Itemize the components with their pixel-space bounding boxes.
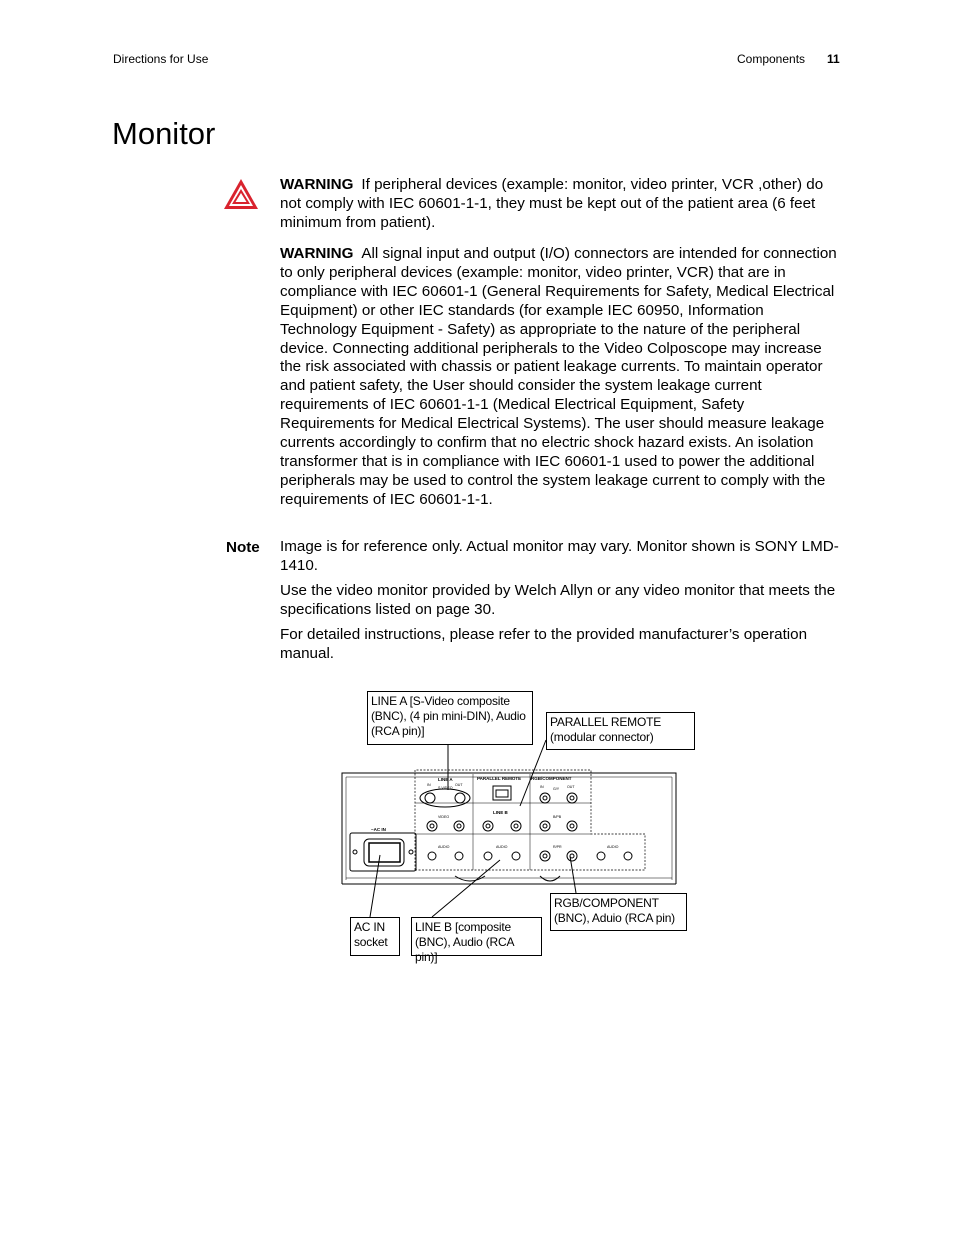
diagram-shape bbox=[346, 777, 672, 880]
panel-label-out: OUT bbox=[455, 783, 463, 787]
callout-parallel-remote: PARALLEL REMOTE (modular connector) bbox=[546, 712, 695, 750]
s-video-out-connector bbox=[455, 793, 465, 803]
callout-line-b: LINE B [composite (BNC), Audio (RCA pin)] bbox=[411, 917, 542, 956]
panel-label-out: OUT bbox=[567, 785, 575, 789]
diagram-shape bbox=[570, 796, 574, 800]
diagram-shape bbox=[540, 793, 550, 803]
diagram-shape bbox=[514, 824, 518, 828]
diagram-shape bbox=[567, 821, 577, 831]
panel-label-r-pr: R/PR bbox=[553, 845, 562, 849]
diagram-shape bbox=[496, 790, 508, 797]
diagram-shape bbox=[371, 776, 619, 849]
diagram-shape bbox=[567, 851, 577, 861]
note-paragraph: Image is for reference only. Actual monitor may vary. Monitor shown is SONY LMD-1410. bbox=[280, 538, 839, 574]
audio-out-connector bbox=[455, 852, 463, 860]
diagram-shape bbox=[486, 824, 490, 828]
video-out-connector bbox=[454, 821, 464, 831]
note-paragraph: For detailed instructions, please refer to the provided manufacturer’s operation manual. bbox=[280, 626, 808, 662]
diagram-shape bbox=[409, 850, 413, 854]
diagram-shape bbox=[624, 852, 632, 860]
panel-label-s-video: S VIDEO bbox=[438, 786, 453, 790]
video-in-connector bbox=[427, 821, 437, 831]
panel-label-line-b: LINE B bbox=[493, 810, 508, 815]
callout-line-a: LINE A [S-Video composite (BNC), (4 pin mini-DIN), Audio (RCA pin)] bbox=[367, 691, 533, 745]
running-header-left: Directions for Use bbox=[113, 52, 209, 66]
running-header-section: Components bbox=[737, 52, 806, 66]
callout-ac-in: AC IN socket bbox=[350, 917, 400, 956]
note-label: Note bbox=[226, 539, 260, 556]
diagram-shape bbox=[369, 843, 400, 862]
monitor-outline bbox=[342, 773, 676, 884]
panel-label-b-pb: B/PB bbox=[553, 815, 562, 819]
panel-label-audio: AUDIO bbox=[607, 845, 619, 849]
audio-in-connector bbox=[428, 852, 436, 860]
panel-label-video: VIDEO bbox=[438, 815, 450, 819]
page-title: Monitor bbox=[112, 116, 216, 151]
line-b-video-out-connector bbox=[511, 821, 521, 831]
panel-label-in: IN bbox=[427, 783, 431, 787]
leader-line bbox=[370, 855, 380, 917]
panel-label-ac-in: ~AC IN bbox=[371, 827, 386, 832]
panel-label-g-y: G/Y bbox=[553, 787, 560, 791]
diagram-shape bbox=[420, 789, 470, 807]
panel-label-audio: AUDIO bbox=[496, 845, 508, 849]
diagram-shape bbox=[543, 854, 547, 858]
panel-label-line-a: LINE A bbox=[438, 777, 453, 782]
panel-label-audio: AUDIO bbox=[438, 845, 450, 849]
diagram-shape bbox=[540, 876, 560, 881]
panel-label-parallel-remote: PARALLEL REMOTE bbox=[477, 776, 522, 781]
diagram-shape bbox=[457, 824, 461, 828]
diagram-shape bbox=[567, 793, 577, 803]
diagram-shape bbox=[597, 852, 605, 860]
note-paragraph: Use the video monitor provided by Welch Allyn or any video monitor that meets the specifications listed on page 30. bbox=[280, 582, 836, 618]
diagram-shape bbox=[570, 824, 574, 828]
diagram-shape bbox=[430, 824, 434, 828]
line-b-video-in-connector bbox=[483, 821, 493, 831]
leader-line bbox=[432, 860, 500, 917]
page-number: 11 bbox=[827, 52, 840, 66]
callout-rgb-component: RGB/COMPONENT (BNC), Aduio (RCA pin) bbox=[550, 893, 687, 931]
diagram-shape bbox=[543, 824, 547, 828]
s-video-in-connector bbox=[425, 793, 435, 803]
diagram-shape bbox=[540, 821, 550, 831]
panel-label-rgb-component: RGB/COMPONENT bbox=[531, 776, 572, 781]
warning-label: WARNING bbox=[280, 176, 354, 193]
diagram-shape bbox=[353, 850, 357, 854]
diagram-shape bbox=[342, 740, 676, 917]
diagram-shape bbox=[543, 796, 547, 800]
leader-line bbox=[570, 856, 576, 893]
warning-text: If peripheral devices (example: monitor, video printer, VCR ,other) do not comply with IEC 60601-1-1, they must be kept out of the patient area (6 feet minimum from patient). bbox=[280, 176, 824, 231]
warning-label: WARNING bbox=[280, 245, 354, 262]
diagram-shape bbox=[540, 851, 550, 861]
warning-text: All signal input and output (I/O) connectors are intended for connection to only peripheral devices (example: monitor, video printer, VCR) that are in compliance with IEC 60601-1 (General Requirements for Safety, Medical Electrical Equipment) or other IEC standards (for example IEC 60950, Information Technology Equipment - Safety) as appropriate to the nature of the peripheral device. Connecting additional peripherals to the Video Colposcope may increase the risk associated with chassis or patient leakage currents. To maintain operator and patient safety, the User should consider the system leakage current requirements of IEC 60601-1-1 (Medical Electrical Equipment, Safety Requirements for Medical Electrical Systems). The user should measure leakage currents accordingly to confirm that no electric shock hazard exists. An isolation transformer that is in compliance with IEC 60601-1 used to power the additional peripherals may be used to control the system leakage current to comply with the requirements of IEC 60601-1-1. bbox=[280, 245, 837, 508]
panel-label-in: IN bbox=[540, 785, 544, 789]
diagram-shape bbox=[512, 852, 520, 860]
diagram-shape bbox=[484, 852, 492, 860]
